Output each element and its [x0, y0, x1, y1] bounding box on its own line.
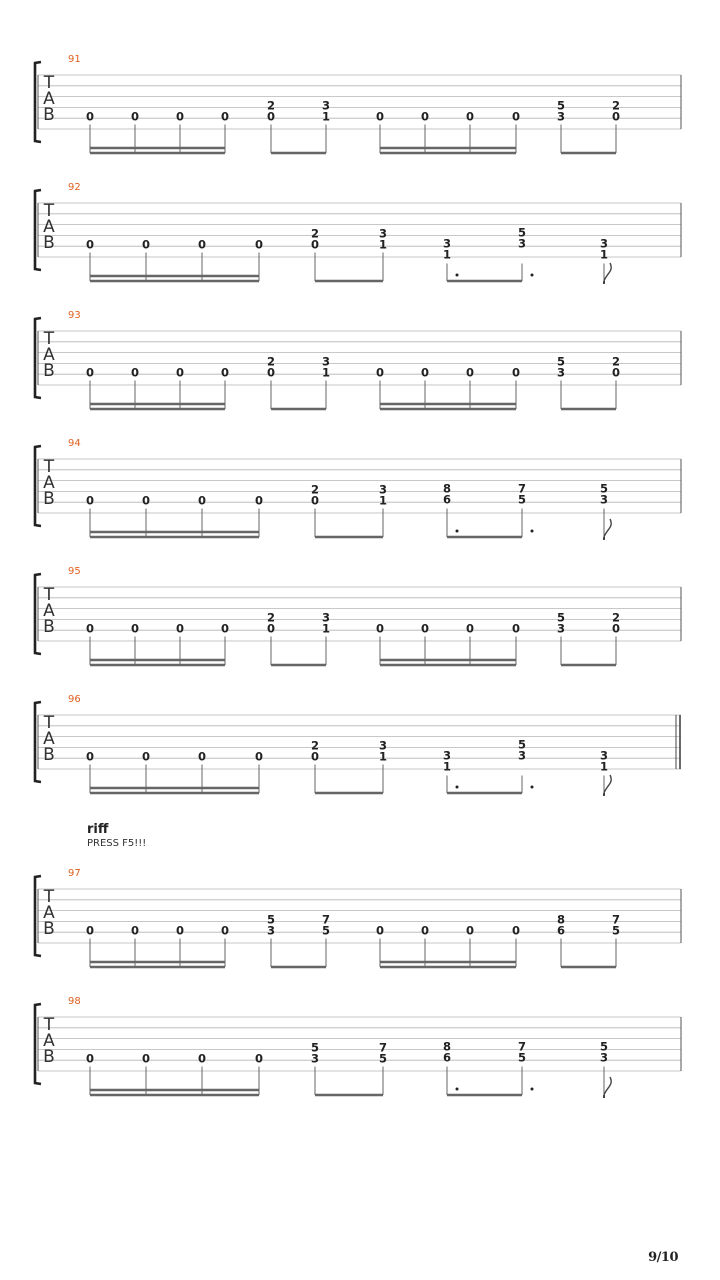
fret-number: 0 — [175, 923, 185, 938]
fret-number: 7 — [321, 912, 331, 927]
fret-number: 0 — [420, 923, 430, 938]
fret-number: 6 — [442, 492, 452, 507]
fret-number: 0 — [197, 493, 207, 508]
fret-number: 0 — [130, 621, 140, 636]
fret-number: 1 — [442, 759, 452, 774]
tab-clef-letter: B — [43, 489, 55, 509]
fret-number: 7 — [517, 1039, 527, 1054]
fret-number: 0 — [420, 365, 430, 380]
tab-system — [35, 694, 681, 796]
fret-number: 0 — [511, 365, 521, 380]
tab-system — [35, 438, 681, 540]
fret-number: 5 — [517, 492, 527, 507]
fret-number: 8 — [556, 912, 566, 927]
fret-number: 5 — [321, 923, 331, 938]
fret-number: 0 — [175, 365, 185, 380]
tab-clef-letter: A — [43, 217, 55, 237]
fret-number: 3 — [266, 923, 276, 938]
tab-clef-letter: A — [43, 1031, 55, 1051]
fret-number: 0 — [220, 109, 230, 124]
tab-clef-letter: T — [43, 1015, 55, 1035]
fret-number: 5 — [517, 225, 527, 240]
fret-number: 0 — [254, 493, 264, 508]
fret-number: 0 — [197, 749, 207, 764]
fret-number: 0 — [310, 493, 320, 508]
fret-number: 0 — [85, 621, 95, 636]
fret-number: 2 — [611, 354, 621, 369]
fret-number: 5 — [599, 1039, 609, 1054]
section-note: PRESS F5!!! — [87, 838, 147, 849]
fret-number: 0 — [254, 237, 264, 252]
note-flag — [604, 263, 611, 281]
fret-number: 1 — [321, 109, 331, 124]
fret-number: 5 — [310, 1040, 320, 1055]
fret-number: 3 — [321, 98, 331, 113]
measure-number: 91 — [68, 54, 81, 65]
fret-number: 5 — [556, 610, 566, 625]
fret-number: 2 — [310, 226, 320, 241]
fret-number: 1 — [599, 759, 609, 774]
rhythm-dot — [456, 274, 459, 277]
fret-number: 0 — [220, 365, 230, 380]
tab-system — [35, 868, 681, 967]
fret-number: 5 — [556, 354, 566, 369]
fret-number: 0 — [465, 923, 475, 938]
tab-clef-letter: B — [43, 361, 55, 381]
fret-number: 0 — [375, 365, 385, 380]
fret-number: 0 — [85, 365, 95, 380]
measure-number: 98 — [68, 996, 81, 1007]
fret-number: 5 — [266, 912, 276, 927]
tab-clef-letter: A — [43, 903, 55, 923]
measure-number: 95 — [68, 566, 81, 577]
tab-clef-letter: T — [43, 713, 55, 733]
fret-number: 0 — [511, 923, 521, 938]
tab-clef-letter: B — [43, 745, 55, 765]
rhythm-dot — [456, 530, 459, 533]
fret-number: 0 — [420, 109, 430, 124]
fret-number: 3 — [599, 236, 609, 251]
fret-number: 0 — [254, 749, 264, 764]
rhythm-dot — [456, 1088, 459, 1091]
tab-clef-letter: A — [43, 345, 55, 365]
fret-number: 3 — [556, 621, 566, 636]
fret-number: 0 — [85, 1051, 95, 1066]
fret-number: 5 — [378, 1051, 388, 1066]
fret-number: 3 — [321, 610, 331, 625]
fret-number: 5 — [517, 1050, 527, 1065]
fret-number: 3 — [378, 738, 388, 753]
fret-number: 0 — [375, 621, 385, 636]
tab-system — [35, 996, 681, 1098]
fret-number: 0 — [130, 109, 140, 124]
fret-number: 0 — [141, 749, 151, 764]
fret-number: 0 — [375, 923, 385, 938]
fret-number: 1 — [321, 365, 331, 380]
fret-number: 0 — [310, 237, 320, 252]
tab-system — [35, 566, 681, 665]
fret-number: 3 — [556, 365, 566, 380]
fret-number: 3 — [442, 748, 452, 763]
fret-number: 0 — [141, 237, 151, 252]
measure-number: 93 — [68, 310, 81, 321]
fret-number: 0 — [141, 1051, 151, 1066]
fret-number: 3 — [378, 226, 388, 241]
fret-number: 2 — [266, 98, 276, 113]
tab-clef-letter: T — [43, 201, 55, 221]
fret-number: 0 — [266, 109, 276, 124]
fret-number: 3 — [599, 492, 609, 507]
fret-number: 0 — [266, 365, 276, 380]
fret-number: 1 — [442, 247, 452, 262]
fret-number: 0 — [375, 109, 385, 124]
tab-clef-letter: A — [43, 601, 55, 621]
fret-number: 6 — [442, 1050, 452, 1065]
tab-clef-letter: T — [43, 73, 55, 93]
fret-number: 0 — [220, 621, 230, 636]
fret-number: 0 — [511, 621, 521, 636]
fret-number: 3 — [517, 748, 527, 763]
tab-system — [35, 310, 681, 409]
fret-number: 7 — [378, 1040, 388, 1055]
fret-number: 0 — [611, 365, 621, 380]
fret-number: 0 — [130, 365, 140, 380]
note-flag — [604, 775, 611, 793]
tab-system — [35, 54, 681, 153]
fret-number: 3 — [599, 1050, 609, 1065]
fret-number: 0 — [197, 237, 207, 252]
fret-number: 2 — [266, 354, 276, 369]
fret-number: 3 — [599, 748, 609, 763]
fret-number: 0 — [197, 1051, 207, 1066]
measure-number: 96 — [68, 694, 81, 705]
fret-number: 8 — [442, 481, 452, 496]
fret-number: 0 — [85, 109, 95, 124]
fret-number: 1 — [321, 621, 331, 636]
fret-number: 0 — [175, 621, 185, 636]
fret-number: 0 — [254, 1051, 264, 1066]
section-title: riff — [87, 822, 109, 837]
page-number: 9/10 — [648, 1250, 678, 1265]
fret-number: 7 — [517, 481, 527, 496]
fret-number: 0 — [465, 621, 475, 636]
fret-number: 0 — [141, 493, 151, 508]
riff-section-label — [87, 822, 387, 850]
fret-number: 2 — [310, 738, 320, 753]
fret-number: 1 — [599, 247, 609, 262]
fret-number: 3 — [310, 1051, 320, 1066]
fret-number: 1 — [378, 237, 388, 252]
fret-number: 2 — [611, 98, 621, 113]
tab-clef-letter: B — [43, 919, 55, 939]
fret-number: 0 — [220, 923, 230, 938]
note-flag — [604, 519, 611, 537]
rhythm-dot — [531, 530, 534, 533]
fret-number: 7 — [611, 912, 621, 927]
tab-clef-letter: B — [43, 105, 55, 125]
measure-number: 92 — [68, 182, 81, 193]
fret-number: 3 — [442, 236, 452, 251]
tab-clef-letter: B — [43, 1047, 55, 1067]
fret-number: 3 — [378, 482, 388, 497]
tab-clef-letter: A — [43, 473, 55, 493]
fret-number: 3 — [321, 354, 331, 369]
fret-number: 5 — [556, 98, 566, 113]
tab-clef-letter: T — [43, 887, 55, 907]
fret-number: 5 — [611, 923, 621, 938]
fret-number: 0 — [130, 923, 140, 938]
tab-clef-letter: T — [43, 329, 55, 349]
fret-number: 0 — [611, 621, 621, 636]
fret-number: 1 — [378, 749, 388, 764]
fret-number: 0 — [85, 237, 95, 252]
fret-number: 1 — [378, 493, 388, 508]
tab-clef-letter: T — [43, 457, 55, 477]
rhythm-dot — [531, 1088, 534, 1091]
fret-number: 5 — [599, 481, 609, 496]
measure-number: 94 — [68, 438, 81, 449]
tab-system — [35, 182, 681, 284]
fret-number: 0 — [266, 621, 276, 636]
fret-number: 0 — [85, 923, 95, 938]
rhythm-dot — [531, 786, 534, 789]
rhythm-dot — [531, 274, 534, 277]
fret-number: 3 — [517, 236, 527, 251]
fret-number: 0 — [465, 109, 475, 124]
fret-number: 0 — [511, 109, 521, 124]
tab-clef-letter: B — [43, 617, 55, 637]
fret-number: 0 — [611, 109, 621, 124]
fret-number: 2 — [266, 610, 276, 625]
fret-number: 0 — [175, 109, 185, 124]
rhythm-dot — [456, 786, 459, 789]
measure-number: 97 — [68, 868, 81, 879]
fret-number: 2 — [310, 482, 320, 497]
fret-number: 0 — [465, 365, 475, 380]
tab-clef-letter: A — [43, 89, 55, 109]
tab-clef-letter: B — [43, 233, 55, 253]
fret-number: 3 — [556, 109, 566, 124]
fret-number: 0 — [85, 493, 95, 508]
fret-number: 5 — [517, 737, 527, 752]
tab-clef-letter: A — [43, 729, 55, 749]
fret-number: 0 — [420, 621, 430, 636]
tab-clef-letter: T — [43, 585, 55, 605]
note-flag — [604, 1077, 611, 1095]
fret-number: 0 — [310, 749, 320, 764]
fret-number: 2 — [611, 610, 621, 625]
fret-number: 0 — [85, 749, 95, 764]
fret-number: 8 — [442, 1039, 452, 1054]
fret-number: 6 — [556, 923, 566, 938]
